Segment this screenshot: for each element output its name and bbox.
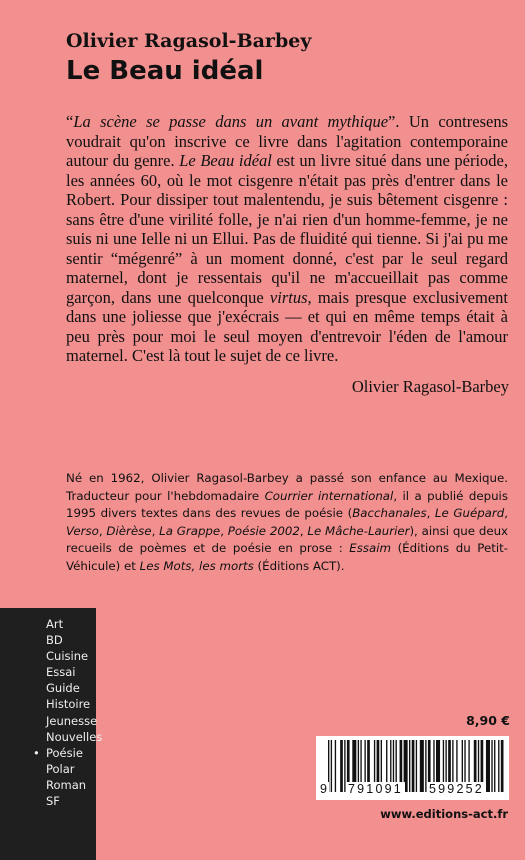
- bio-italic: Le Guépard: [434, 506, 505, 521]
- blurb-text: est un livre situé dans une période, les années 60, où le mot cisgenre n'était pas près d'entrer dans le Robert. Pour dissiper tout malentendu, je suis bêtement cisgenre : sans être d'une virilité folle, je n'ai rien d'un homme-femme, je ne suis ni une Ielle ni un Ellui. Pas de fluidité qui tienne. Si j'ai pu me sentir “mégenré” à un moment donné, c'est par le seul regard maternel, dont je ressentais qu'il ne m'accueillait pas comme garçon, dans une quelconque: [66, 151, 508, 307]
- price-label: 8,90 €: [466, 713, 510, 728]
- genre-item: [0, 713, 96, 729]
- genre-list: [0, 608, 103, 809]
- blurb-book-title: Le Beau idéal: [179, 151, 272, 170]
- genre-label: Histoire: [46, 697, 91, 712]
- author-name: Olivier Ragasol-Barbey: [66, 30, 312, 52]
- genre-item: [0, 729, 103, 745]
- barcode-digits-left: 791091: [348, 782, 403, 796]
- blurb-virtus: virtus: [269, 287, 308, 307]
- genre-item: [0, 745, 96, 761]
- bio-italic: Essaim: [349, 541, 391, 556]
- genre-label: BD: [46, 633, 63, 648]
- bio-text: ,: [98, 523, 107, 538]
- genre-item: [0, 793, 96, 809]
- genre-label: Poésie: [46, 745, 83, 760]
- genre-label: SF: [46, 794, 60, 809]
- blurb-signature: Olivier Ragasol-Barbey: [351, 377, 509, 396]
- blurb-text: , mais presque exclusivement dans une joliesse que j'exécrais — et qui en même temps était à peu près pour moi le seul moyen d'entrevoir l'éden de l'amour maternel. C'est là tout le sujet de ce livre.: [66, 287, 509, 365]
- bio-text: ,: [426, 506, 435, 521]
- bio-paragraph: [66, 470, 508, 576]
- publisher-website: www.editions-act.fr: [380, 807, 508, 821]
- genre-item: [0, 680, 96, 696]
- genre-label: Polar: [46, 761, 75, 776]
- barcode-digits-right: 599252: [429, 782, 484, 796]
- bio-italic: Les Mots, les morts: [139, 558, 254, 573]
- bio-italic: Courrier international: [264, 488, 394, 503]
- blurb-paragraph: [66, 112, 508, 366]
- blurb-text: ”. Un contresens voudrait qu'on inscrive ce livre dans l'agitation contemporaine autour du genre.: [66, 112, 508, 170]
- bio-text: ,: [504, 506, 509, 521]
- genre-label: Jeunesse: [46, 713, 98, 728]
- genre-item: [0, 616, 96, 632]
- bio-text: ,: [220, 523, 228, 538]
- genre-selected-bullet: •: [33, 745, 40, 760]
- bio-italic: Le Mâche-Laurier: [307, 523, 410, 538]
- genre-item: [0, 648, 96, 664]
- bio-text: ,: [151, 523, 160, 538]
- barcode-digits: [316, 779, 509, 800]
- bio-text: ,: [299, 523, 308, 538]
- bio-italic: Bacchanales: [352, 506, 427, 521]
- genre-sidebar: [0, 608, 103, 860]
- bio-italic: Verso: [66, 523, 99, 538]
- bio-text: Né en 1962, Olivier Ragasol-Barbey a passé son enfance au Mexique. Traducteur pour l'hebdomadaire: [66, 471, 508, 503]
- genre-label: Cuisine: [46, 649, 89, 664]
- genre-label: Roman: [46, 777, 87, 792]
- genre-item: [0, 777, 96, 793]
- genre-item: [0, 664, 96, 680]
- bio-text: (Éditions ACT).: [253, 558, 345, 573]
- bio-text: ), ainsi que deux recueils de poèmes et de poésie en prose :: [66, 523, 509, 556]
- bio-text: (Éditions du Petit-Véhicule) et: [66, 541, 508, 573]
- book-title: Le Beau idéal: [66, 56, 264, 86]
- genre-label: Art: [46, 617, 64, 631]
- blurb-quote: La scène se passe dans un avant mythique: [73, 112, 389, 131]
- genre-label: Guide: [46, 681, 80, 696]
- genre-item: [0, 761, 96, 777]
- bio-italic: Poésie 2002: [227, 523, 300, 538]
- bio-text: , il a publié depuis 1995 divers textes dans des revues de poésie (: [66, 488, 508, 521]
- bio-italic: Dièrèse: [106, 523, 152, 538]
- blurb-text: “: [66, 112, 74, 131]
- genre-label: Essai: [46, 665, 76, 680]
- genre-item: [0, 632, 96, 648]
- bio-italic: La Grappe: [159, 523, 221, 538]
- genre-item: [0, 696, 96, 712]
- genre-label: Nouvelles: [46, 729, 103, 744]
- barcode-digit-lead: 9: [320, 782, 327, 796]
